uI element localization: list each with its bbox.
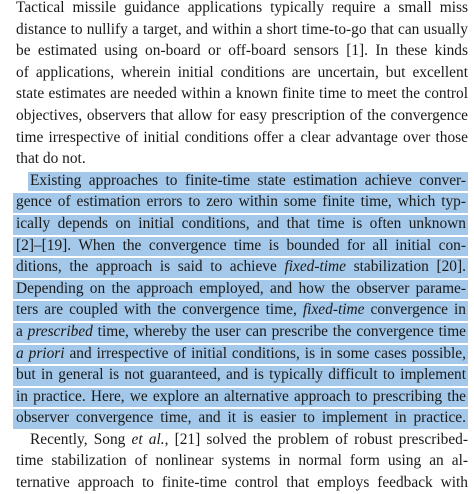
line-text: [2]–[19]. When the convergence time is bounded for all initial con- — [16, 236, 466, 254]
highlighted-text-line[interactable] — [0, 343, 474, 365]
line-text: observer convergence time, and it is easier to implement in practice. — [16, 409, 466, 427]
line-text: gence of estimation errors to zero within some finite time, which typ- — [16, 193, 466, 211]
highlighted-text-line[interactable] — [0, 213, 474, 235]
highlighted-text-line[interactable] — [0, 407, 474, 429]
line-text: of applications, wherein initial conditions are uncertain, but excellent — [16, 63, 468, 81]
highlighted-text-line[interactable] — [0, 278, 474, 300]
highlighted-text-line[interactable] — [0, 299, 474, 321]
line-text: that do not. — [16, 150, 86, 168]
text-line — [0, 429, 474, 451]
text-line — [0, 40, 474, 62]
line-text: a prescribed time, whereby the user can prescribe the convergence time — [16, 322, 466, 340]
line-text: a priori and irrespective of initial conditions, is in some cases possible, — [16, 344, 466, 362]
text-line — [0, 127, 474, 149]
line-text: distance to nullify a target, and within a short time-to-go that can usually — [16, 20, 468, 38]
highlighted-text-line[interactable] — [0, 321, 474, 343]
text-line — [0, 450, 474, 472]
highlighted-text-line[interactable] — [0, 170, 474, 192]
text-line — [0, 19, 474, 41]
line-text: but in general is not guaranteed, and is typically difficult to implement — [16, 366, 466, 384]
highlighted-text-line[interactable] — [0, 364, 474, 386]
text-line — [0, 472, 474, 494]
text-line — [0, 62, 474, 84]
line-text: time stabilization of nonlinear systems in normal form using an al- — [16, 452, 468, 470]
highlighted-text-line[interactable] — [0, 256, 474, 278]
line-text: ically depends on initial conditions, and that time is often unknown — [16, 214, 466, 232]
line-text: in practice. Here, we explore an alternative approach to prescribing the — [16, 387, 466, 405]
line-text: state estimates are needed within a known finite time to meet the control — [16, 85, 468, 103]
paragraph-2-highlighted — [0, 170, 474, 429]
line-text: ditions, the approach is said to achieve fixed-time stabilization [20]. — [16, 258, 466, 276]
text-line — [0, 83, 474, 105]
line-text: time irrespective of initial conditions offer a clear advantage over those — [16, 128, 468, 146]
text-line — [0, 148, 474, 170]
paragraph-3 — [0, 429, 474, 494]
highlighted-text-line[interactable] — [0, 191, 474, 213]
text-line — [0, 105, 474, 127]
line-text: Existing approaches to finite-time state estimation achieve conver- — [30, 171, 466, 189]
text-line — [0, 0, 474, 19]
line-text: ternative approach to finite-time control that employs feedback with — [16, 474, 468, 492]
highlighted-text-line[interactable] — [0, 235, 474, 257]
line-text: Depending on the approach employed, and how the observer parame- — [16, 279, 466, 297]
line-text: Recently, Song et al., [21] solved the problem of robust prescribed- — [30, 430, 469, 448]
line-text: objectives, observers that allow for easy prescription of the convergence — [16, 106, 468, 124]
line-text: be estimated using on-board or off-board sensors [1]. In these kinds — [16, 42, 468, 60]
line-text: ters are coupled with the convergence time, fixed-time convergence in — [16, 301, 466, 319]
paragraph-1 — [0, 0, 474, 170]
line-text: Tactical missile guidance applications typically require a small miss — [16, 0, 468, 16]
highlighted-text-line[interactable] — [0, 386, 474, 408]
